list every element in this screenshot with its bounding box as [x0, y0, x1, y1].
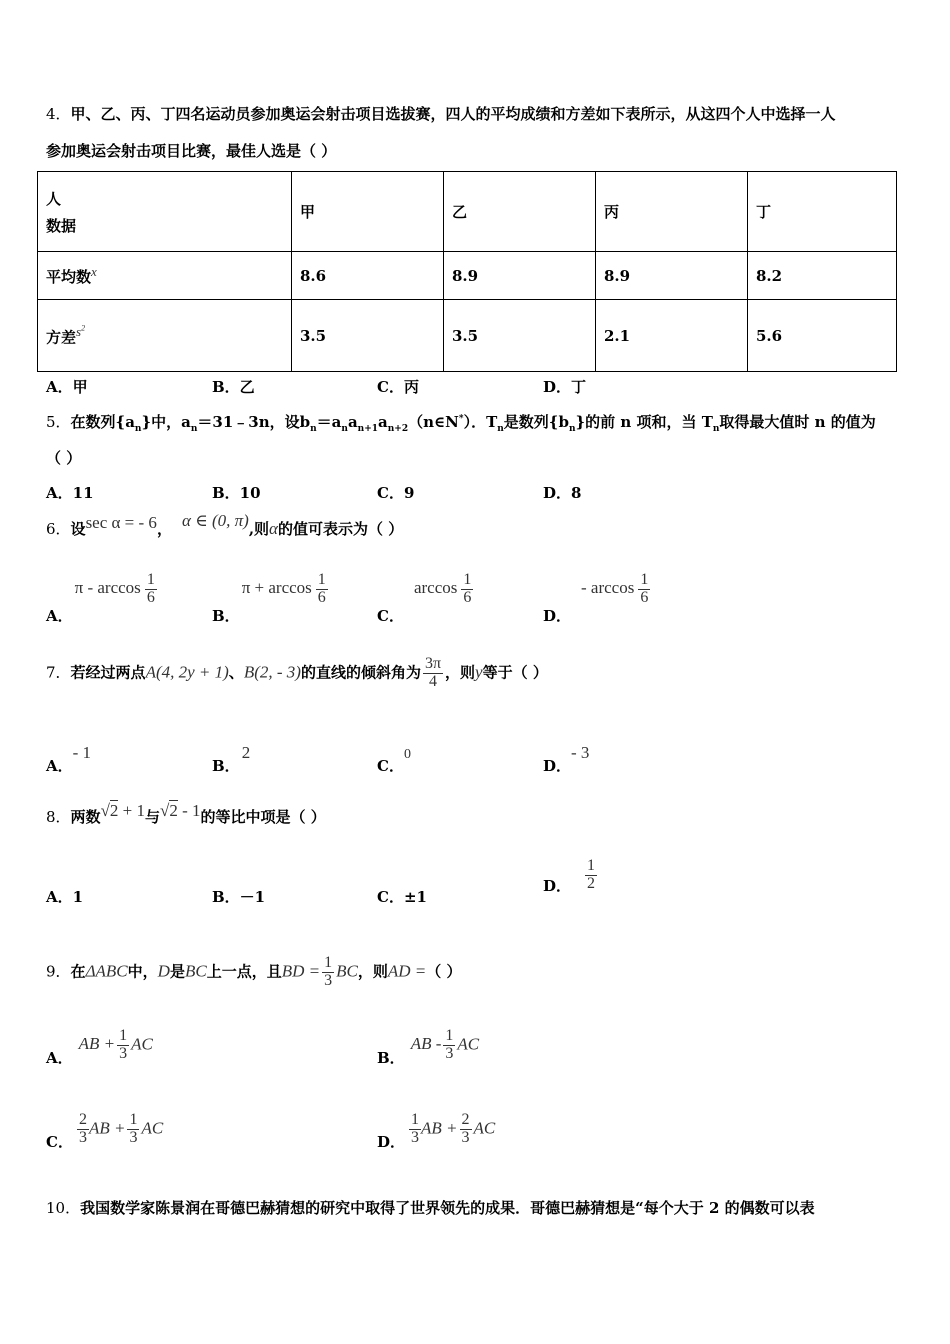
q5-line1: 5．在数列$\{a_n\}$中，$a_n=31﹣3n$，设$b_n=a_na_{n+1}a_{n+2}(n\in N^*)$．$T_n$是数列$\{b_n\}$的前 n 项和，当 $T_n$取得最大值时 n 的值为 — [46, 413, 876, 434]
mean-symbol: x — [91, 264, 97, 279]
mean-jia: 8.6 — [292, 252, 444, 300]
header-jia: 甲 — [292, 172, 444, 252]
q8-stem: 8．两数√2 + 1与√2 - 1的等比中项是（ ） — [46, 801, 326, 826]
q8-option-c[interactable]: C．±1 — [377, 888, 427, 906]
q6-number: 6． — [46, 520, 71, 538]
q8-expr-1: √2 + 1 — [100, 801, 145, 820]
var-bing: 2.1 — [596, 300, 748, 372]
q8-number: 8． — [46, 808, 71, 826]
corner-bottom: 数据 — [46, 216, 77, 235]
var-yi: 3.5 — [444, 300, 596, 372]
q6-option-b[interactable]: B．π + arccos $\frac{1}{6}$ — [212, 571, 326, 626]
header-yi: 乙 — [444, 172, 596, 252]
q4-option-c[interactable]: C．丙 — [377, 378, 419, 396]
table-header-row — [38, 172, 897, 252]
q6-alpha-range: α ∈ (0, π) — [181, 511, 249, 530]
mean-yi: 8.9 — [444, 252, 596, 300]
variance-symbol: s2 — [76, 323, 86, 340]
q6-option-c[interactable]: C．arccos $\frac{1}{6}$ — [377, 571, 472, 626]
header-bing: 丙 — [596, 172, 748, 252]
table-row-variance — [38, 300, 897, 372]
q8-option-d[interactable]: D． $\frac{1}{2}$ — [543, 857, 596, 896]
q9-option-a[interactable]: A．AB + $\frac{1}{3}$ AC — [46, 1027, 153, 1068]
q6-option-d[interactable]: D．- arccos $\frac{1}{6}$ — [543, 571, 649, 626]
q9-eq-lhs: BD = — [281, 961, 321, 981]
q7-option-c[interactable]: C．0 — [377, 747, 411, 775]
mean-bing: 8.9 — [596, 252, 748, 300]
q4-option-b[interactable]: B．乙 — [212, 378, 255, 396]
table-row-mean — [38, 252, 897, 300]
q8-option-b[interactable]: B．－1 — [212, 888, 266, 906]
q10-number: 10． — [46, 1199, 81, 1217]
q4-text-1: 甲、乙、丙、丁四名运动员参加奥运会射击项目选拔赛，四人的平均成绩和方差如下表所示，从这四个人中选择一人 — [70, 105, 836, 123]
q9-stem: 9．在ΔABC中，D是BC上一点，且BD = $\frac{1}{3}$ BC，则AD =（ ） — [46, 954, 462, 989]
q7-option-d[interactable]: D．- 3 — [543, 743, 590, 775]
q9-option-b[interactable]: B．AB - $\frac{1}{3}$ AC — [377, 1027, 480, 1068]
var-jia: 3.5 — [292, 300, 444, 372]
q7-stem: 7．若经过两点A(4, 2y + 1)、B(2, - 3)的直线的倾斜角为 $\frac{3\pi}{4}$ ，则y等于（ ） — [46, 655, 548, 690]
q9-ad: AD = — [387, 961, 427, 981]
q5-option-b[interactable]: B．10 — [212, 484, 261, 502]
table-corner-cell — [38, 172, 292, 252]
q7-point-a: A(4, 2y + 1) — [145, 662, 229, 682]
q5-option-c[interactable]: C．9 — [377, 484, 415, 502]
variance-label: 方差 — [46, 328, 77, 347]
header-ding: 丁 — [748, 172, 897, 252]
q9-option-d[interactable]: D． $\frac{1}{3}$ AB + $\frac{2}{3}$ AC — [377, 1111, 496, 1152]
q5-number: 5． — [46, 413, 71, 431]
row-variance-label — [38, 300, 292, 372]
row-mean-label — [38, 252, 292, 300]
q7-option-a[interactable]: A．- 1 — [46, 743, 92, 775]
corner-top: 人 — [46, 189, 62, 208]
q8-expr-2: √2 - 1 — [160, 801, 201, 820]
q9-number: 9． — [46, 962, 71, 981]
q4-option-a[interactable]: A．甲 — [46, 378, 88, 396]
q4-table — [37, 171, 897, 372]
q6-sec-condition: sec α = - 6 — [85, 513, 157, 532]
q5-option-a[interactable]: A．11 — [46, 484, 94, 502]
q4-line2: 参加奥运会射击项目比赛，最佳人选是（ ） — [46, 142, 337, 160]
q8-option-a[interactable]: A．1 — [46, 888, 84, 906]
q7-number: 7． — [46, 663, 71, 682]
q7-option-b[interactable]: B．2 — [212, 743, 251, 775]
q5-option-d[interactable]: D．8 — [543, 484, 582, 502]
q7-angle: $\frac{3\pi}{4}$ — [424, 655, 442, 690]
q4-option-d[interactable]: D．丁 — [543, 378, 587, 396]
q10-line1: 10．我国数学家陈景润在哥德巴赫猜想的研究中取得了世界领先的成果．哥德巴赫猜想是“每个大于 2 的偶数可以表 — [46, 1199, 815, 1217]
q4-line1 — [46, 103, 836, 124]
mean-ding: 8.2 — [748, 252, 897, 300]
q5-line2: （ ） — [46, 449, 82, 467]
q4-number: 4． — [46, 105, 71, 123]
q9-option-c[interactable]: C． $\frac{2}{3}$ AB + $\frac{1}{3}$ AC — [46, 1111, 164, 1152]
q6-option-a[interactable]: A．π - arccos $\frac{1}{6}$ — [46, 571, 155, 626]
mean-label: 平均数 — [46, 268, 92, 286]
var-ding: 5.6 — [748, 300, 897, 372]
q6-stem: 6．设sec α = - 6， α ∈ (0, π),则α的值可表示为（ ） — [46, 511, 404, 538]
q7-point-b: B(2, - 3) — [243, 662, 301, 682]
